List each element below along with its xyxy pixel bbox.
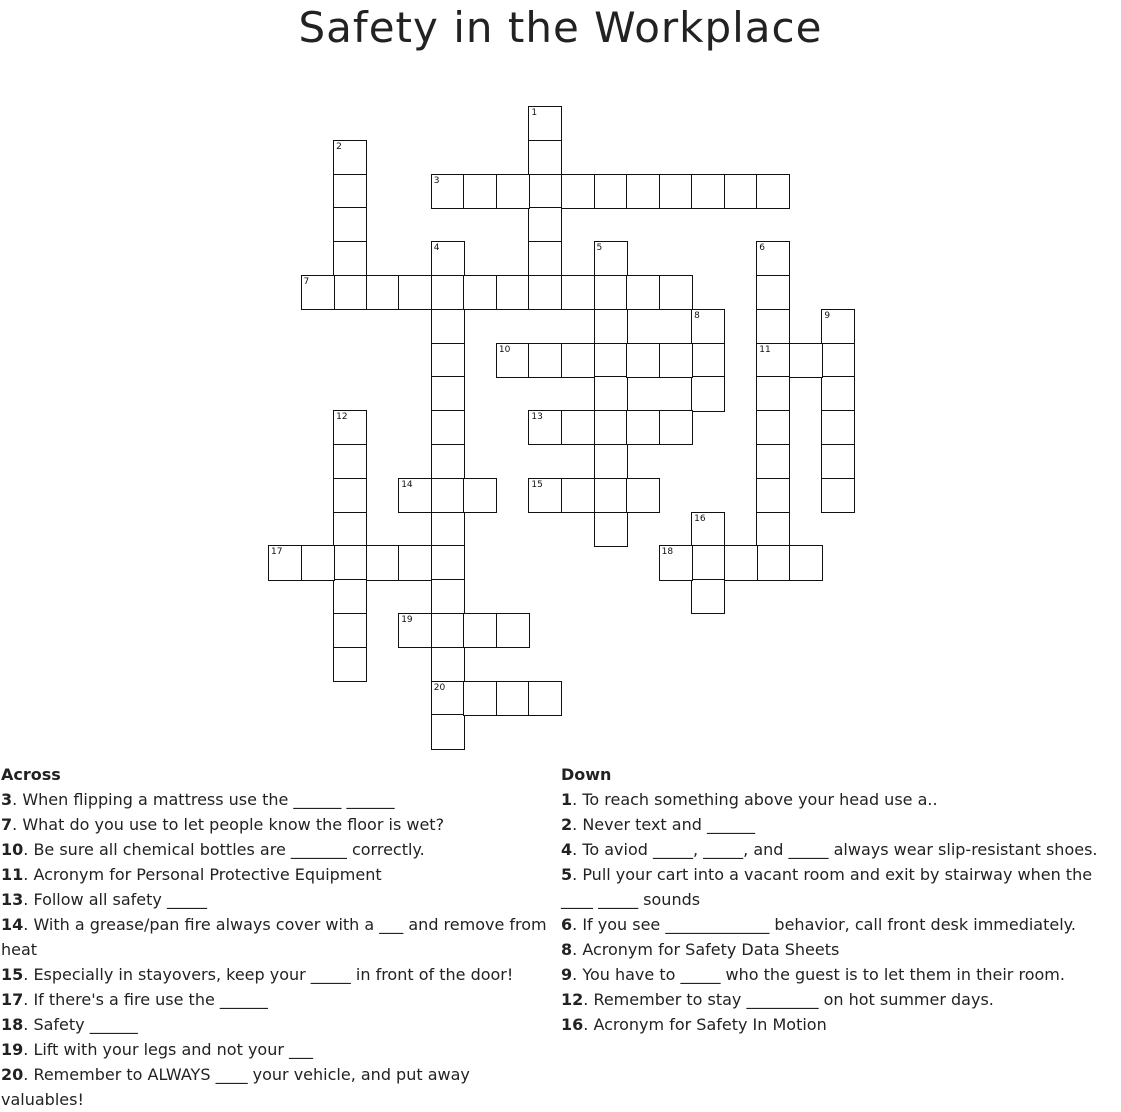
clue-down-16: 16. Acronym for Safety In Motion (561, 1015, 827, 1034)
grid-cell[interactable] (594, 410, 628, 445)
grid-cell[interactable] (463, 174, 497, 209)
clue-down-6: 6. If you see _____________ behavior, call front desk immediately. (561, 915, 1076, 934)
grid-cell[interactable] (659, 545, 693, 580)
clue-across-3: 3. When flipping a mattress use the ______ ______ (1, 790, 395, 809)
grid-cell[interactable] (594, 241, 628, 276)
cell-number: 15 (531, 479, 543, 490)
grid-cell[interactable] (659, 275, 693, 310)
grid-cell[interactable] (431, 714, 465, 749)
across-heading: Across (1, 765, 61, 784)
grid-cell[interactable] (528, 343, 562, 378)
cell-number: 20 (433, 682, 446, 693)
clue-down-2: 2. Never text and ______ (561, 815, 755, 834)
grid-cell[interactable] (398, 613, 432, 648)
grid-cell[interactable] (659, 410, 693, 445)
grid-cell[interactable] (431, 545, 465, 580)
grid-cell[interactable] (333, 545, 367, 580)
grid-cell[interactable] (691, 376, 725, 411)
grid-cell[interactable] (496, 681, 530, 716)
grid-cell[interactable] (756, 275, 790, 310)
grid-cell[interactable] (626, 410, 660, 445)
grid-cell[interactable] (756, 545, 790, 580)
grid-cell[interactable] (333, 579, 367, 614)
grid-cell[interactable] (431, 647, 465, 682)
grid-cell[interactable] (756, 241, 790, 276)
grid-cell[interactable] (594, 444, 628, 479)
grid-cell[interactable] (821, 478, 855, 513)
grid-cell[interactable] (626, 174, 660, 209)
clue-across-19: 19. Lift with your legs and not your ___ (1, 1040, 314, 1059)
grid-cell[interactable] (626, 275, 660, 310)
grid-cell[interactable] (333, 410, 367, 445)
cell-number: 13 (531, 412, 543, 423)
grid-cell[interactable] (431, 512, 465, 547)
grid-cell[interactable] (333, 174, 367, 209)
grid-cell[interactable] (528, 140, 562, 175)
grid-cell[interactable] (528, 681, 562, 716)
grid-cell[interactable] (431, 579, 465, 614)
grid-cell[interactable] (333, 613, 367, 648)
down-clues (561, 762, 1106, 1037)
grid-cell[interactable] (789, 545, 823, 580)
grid-cell[interactable] (528, 478, 562, 513)
clue-down-4: 4. To aviod _____, _____, and _____ always wear slip-resistant shoes. (561, 840, 1098, 859)
grid-cell[interactable] (398, 275, 432, 310)
grid-cell[interactable] (659, 174, 693, 209)
across-clues (1, 762, 549, 1112)
cell-number: 12 (336, 412, 348, 423)
grid-cell[interactable] (821, 410, 855, 445)
grid-cell[interactable] (333, 140, 367, 175)
grid-cell[interactable] (301, 275, 335, 310)
grid-cell[interactable] (333, 207, 367, 242)
clue-across-11: 11. Acronym for Personal Protective Equipment (1, 865, 382, 884)
cell-number: 17 (271, 547, 283, 558)
grid-cell[interactable] (724, 174, 758, 209)
grid-cell[interactable] (691, 545, 725, 580)
cell-number: 9 (824, 310, 831, 321)
grid-cell[interactable] (561, 410, 595, 445)
grid-cell[interactable] (756, 444, 790, 479)
grid-cell[interactable] (528, 174, 562, 209)
grid-cell[interactable] (821, 376, 855, 411)
grid-cell[interactable] (431, 410, 465, 445)
grid-cell[interactable] (398, 545, 432, 580)
grid-cell[interactable] (691, 512, 725, 547)
grid-cell[interactable] (659, 343, 693, 378)
grid-cell[interactable] (431, 241, 465, 276)
grid-cell[interactable] (691, 174, 725, 209)
grid-cell[interactable] (594, 275, 628, 310)
cell-number: 14 (401, 479, 413, 490)
grid-cell[interactable] (691, 343, 725, 378)
grid-cell[interactable] (496, 275, 530, 310)
grid-cell[interactable] (756, 410, 790, 445)
grid-cell[interactable] (333, 444, 367, 479)
grid-cell[interactable] (398, 478, 432, 513)
down-heading: Down (561, 765, 612, 784)
grid-cell[interactable] (463, 478, 497, 513)
grid-cell[interactable] (756, 343, 790, 378)
grid-cell[interactable] (691, 579, 725, 614)
grid-cell[interactable] (561, 275, 595, 310)
grid-cell[interactable] (821, 444, 855, 479)
cell-number: 2 (336, 141, 342, 152)
grid-cell[interactable] (431, 376, 465, 411)
grid-cell[interactable] (496, 174, 530, 209)
grid-cell[interactable] (528, 207, 562, 242)
grid-cell[interactable] (756, 512, 790, 547)
grid-cell[interactable] (463, 275, 497, 310)
grid-cell[interactable] (268, 545, 302, 580)
grid-cell[interactable] (594, 343, 628, 378)
grid-cell[interactable] (431, 613, 465, 648)
clue-across-13: 13. Follow all safety _____ (1, 890, 207, 909)
grid-cell[interactable] (528, 410, 562, 445)
grid-cell[interactable] (301, 545, 335, 580)
cell-number: 5 (596, 243, 603, 254)
grid-cell[interactable] (431, 343, 465, 378)
clue-across-18: 18. Safety ______ (1, 1015, 138, 1034)
grid-cell[interactable] (594, 376, 628, 411)
grid-cell[interactable] (626, 478, 660, 513)
grid-cell[interactable] (333, 275, 367, 310)
grid-cell[interactable] (431, 444, 465, 479)
clue-across-7: 7. What do you use to let people know the floor is wet? (1, 815, 445, 834)
grid-cell[interactable] (431, 681, 465, 716)
clue-down-1: 1. To reach something above your head use a.. (561, 790, 938, 809)
clue-down-9: 9. You have to _____ who the guest is to let them in their room. (561, 965, 1065, 984)
grid-cell[interactable] (821, 309, 855, 344)
grid-cell[interactable] (691, 309, 725, 344)
clue-across-15: 15. Especially in stayovers, keep your _____ in front of the door! (1, 965, 514, 984)
clue-down-5: 5. Pull your cart into a vacant room and exit by stairway when the ____ _____ sounds (561, 865, 1093, 909)
grid-cell[interactable] (561, 343, 595, 378)
grid-cell[interactable] (431, 478, 465, 513)
grid-cell[interactable] (431, 275, 465, 310)
grid-cell[interactable] (561, 174, 595, 209)
grid-cell[interactable] (756, 376, 790, 411)
cell-number: 19 (401, 615, 413, 625)
cell-number: 11 (759, 344, 771, 355)
grid-cell[interactable] (463, 613, 497, 648)
clue-down-12: 12. Remember to stay _________ on hot summer days. (561, 990, 994, 1009)
grid-cell[interactable] (594, 478, 628, 513)
grid-cell[interactable] (431, 309, 465, 344)
grid-cell[interactable] (821, 343, 855, 378)
cell-number: 3 (433, 175, 440, 186)
clue-across-14: 14. With a grease/pan fire always cover with a ___ and remove from heat (1, 915, 547, 959)
clue-down-8: 8. Acronym for Safety Data Sheets (561, 940, 840, 959)
grid-cell[interactable] (366, 545, 400, 580)
grid-cell[interactable] (528, 106, 562, 141)
grid-cell[interactable] (626, 343, 660, 378)
grid-cell[interactable] (756, 174, 790, 209)
cell-number: 18 (661, 547, 674, 558)
grid-cell[interactable] (431, 174, 465, 209)
grid-cell[interactable] (756, 478, 790, 513)
grid-cell[interactable] (463, 681, 497, 716)
clue-across-17: 17. If there's a fire use the ______ (1, 990, 268, 1009)
cell-number: 10 (498, 344, 511, 355)
grid-cell[interactable] (333, 241, 367, 276)
grid-cell[interactable] (496, 343, 530, 378)
grid-cell[interactable] (528, 241, 562, 276)
grid-cell[interactable] (594, 512, 628, 547)
cell-number: 4 (433, 243, 440, 254)
grid-cell[interactable] (333, 478, 367, 513)
cell-number: 1 (531, 108, 538, 118)
clue-across-10: 10. Be sure all chemical bottles are _______ correctly. (1, 840, 425, 859)
clue-across-20: 20. Remember to ALWAYS ____ your vehicle, and put away valuables! (1, 1065, 470, 1109)
grid-cell[interactable] (366, 275, 400, 310)
grid-cell[interactable] (496, 613, 530, 648)
cell-number: 7 (303, 277, 310, 287)
grid-cell[interactable] (333, 512, 367, 547)
grid-cell[interactable] (333, 647, 367, 682)
cell-number: 16 (694, 513, 706, 524)
grid-cell[interactable] (756, 309, 790, 344)
cell-number: 6 (759, 243, 765, 254)
grid-cell[interactable] (561, 478, 595, 513)
grid-cell[interactable] (594, 174, 628, 209)
grid-cell[interactable] (528, 275, 562, 310)
grid-cell[interactable] (594, 309, 628, 344)
grid-cell[interactable] (724, 545, 758, 580)
page-title: Safety in the Workplace (298, 3, 823, 52)
cell-number: 8 (694, 310, 700, 321)
grid-cell[interactable] (789, 343, 823, 378)
